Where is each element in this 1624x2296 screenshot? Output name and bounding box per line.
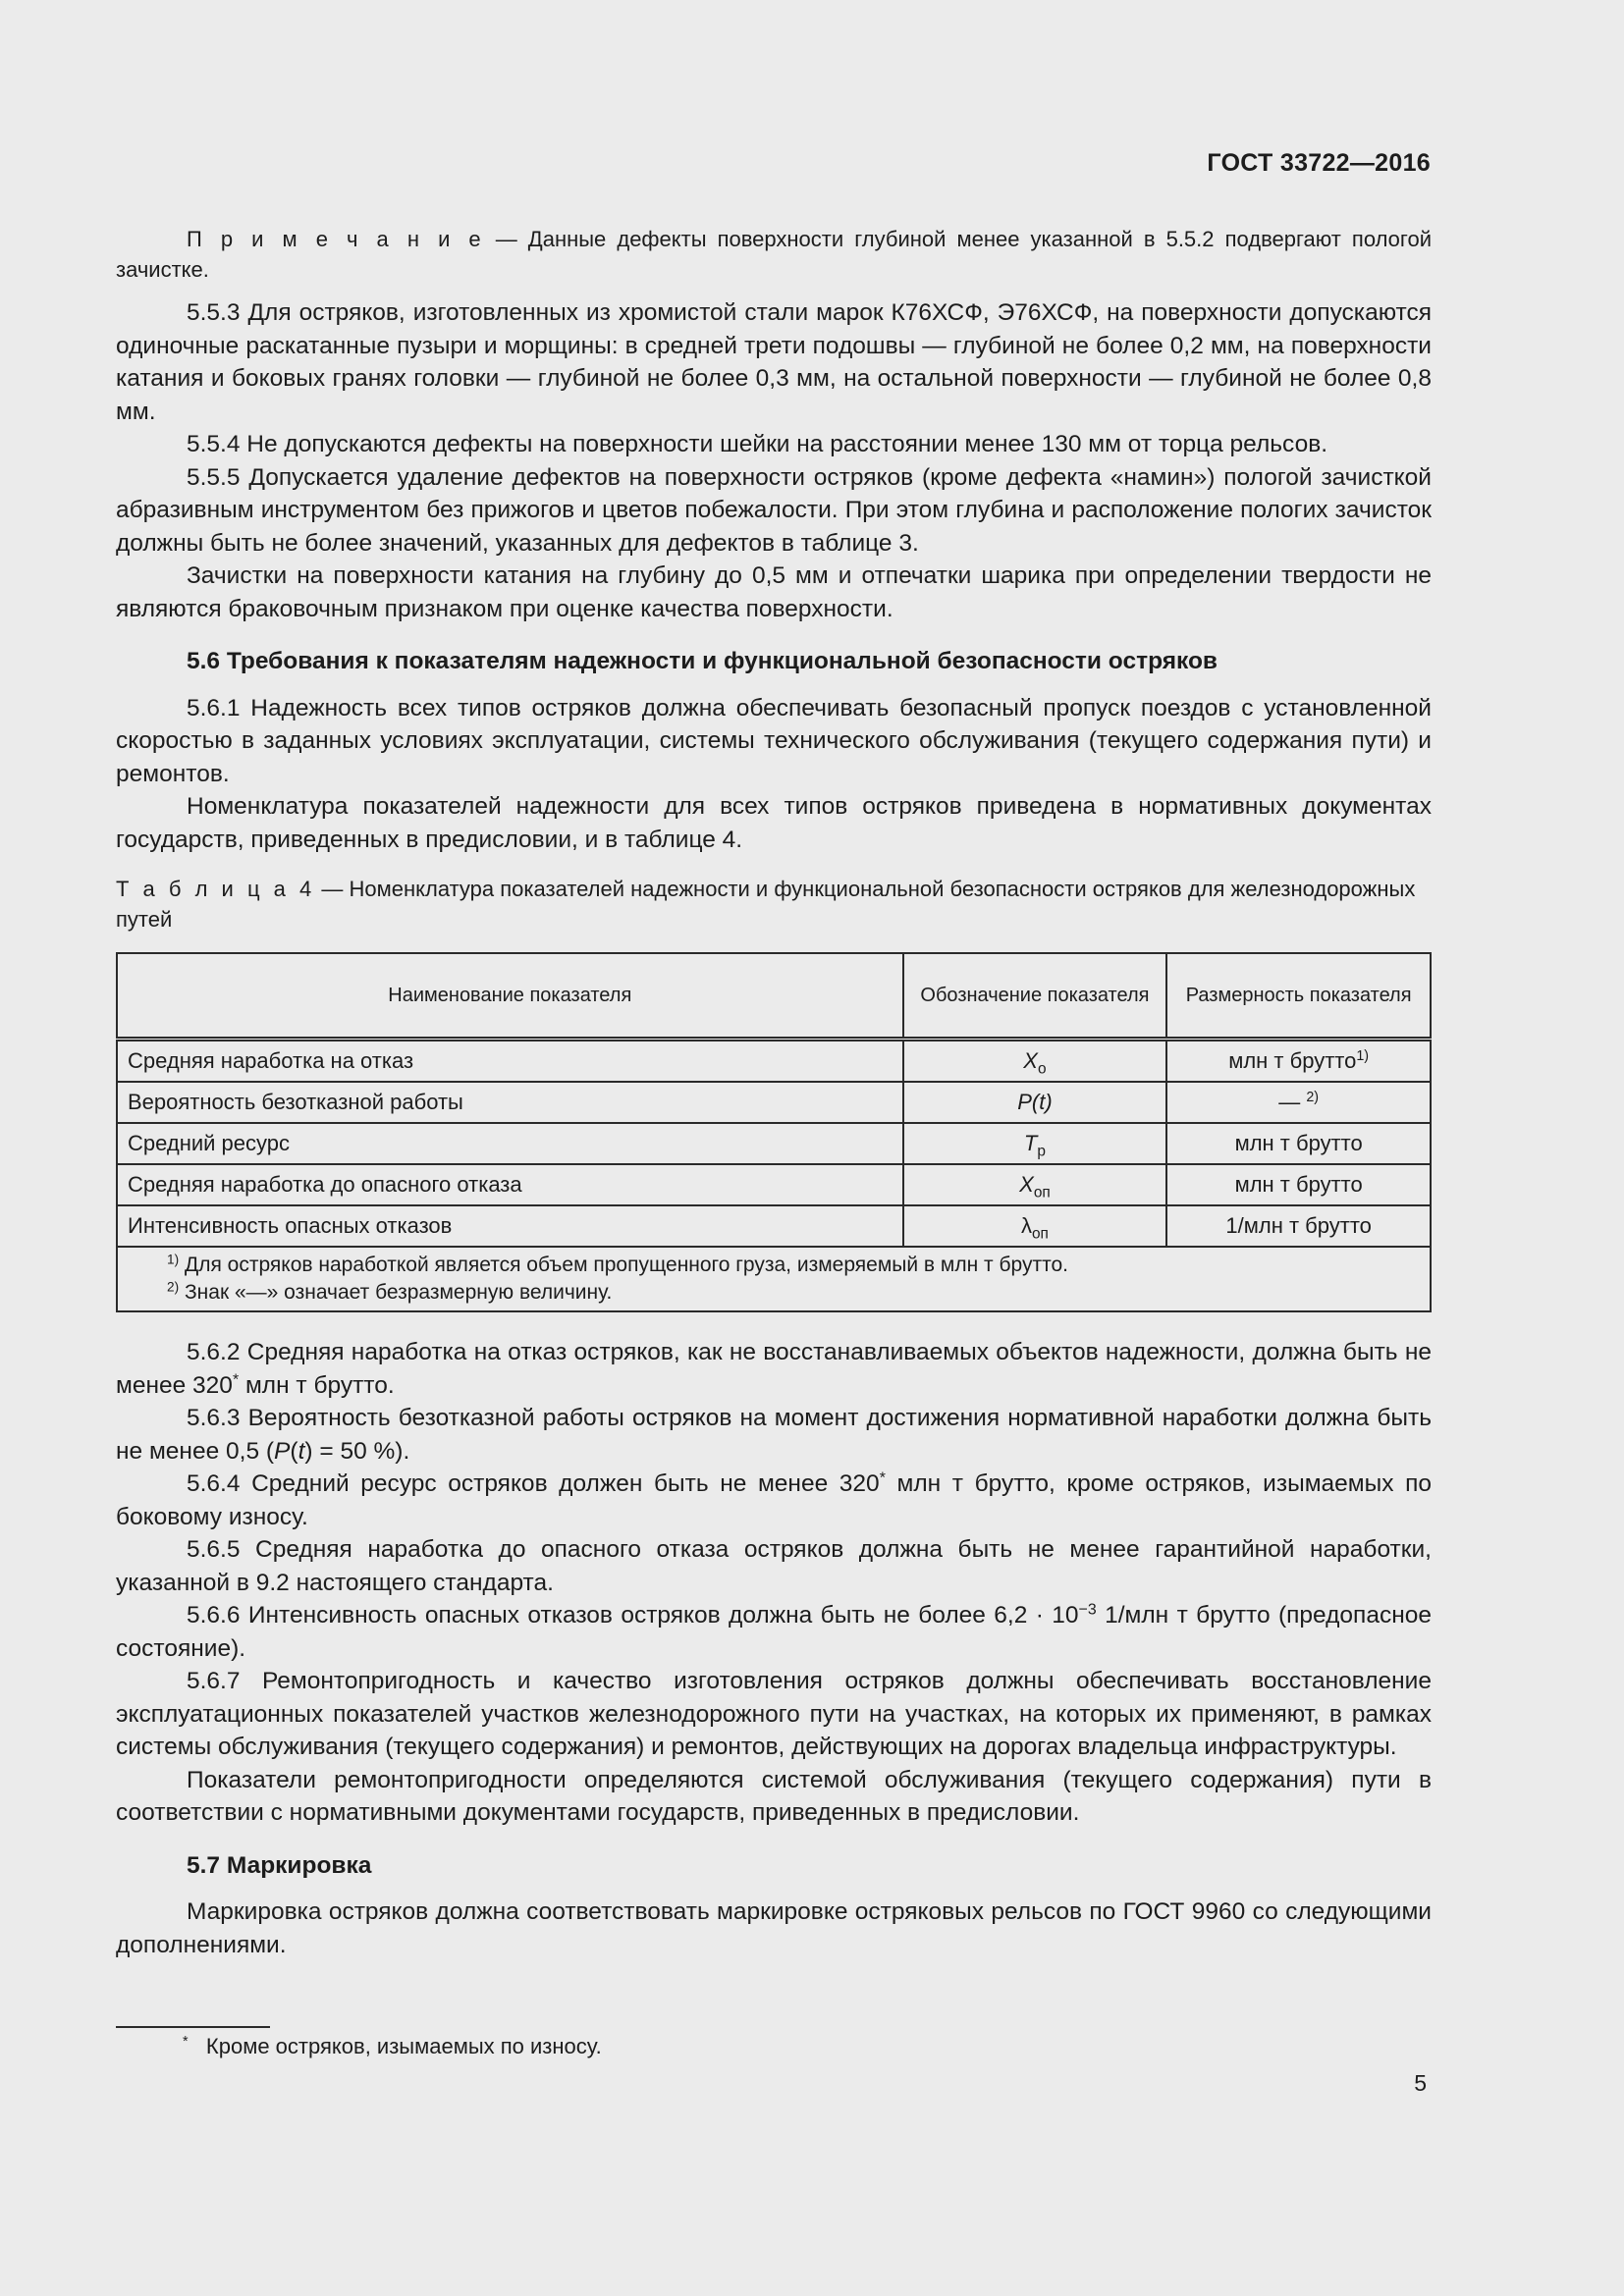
table-cell-unit: — $^{2)}$ bbox=[1166, 1082, 1431, 1123]
table-cell-name: Средняя наработка до опасного отказа bbox=[117, 1164, 903, 1205]
paragraph-5-5-3: 5.5.3 Для остряков, изготовленных из хромистой стали марок К76ХСФ, Э76ХСФ, на поверхности допускаются одиночные раскатанные пузыри и морщины: в средней трети подошвы — глубиной не более 0,2 мм, на поверхности катания и боковых гранях головки — глубиной не более 0,3 мм, на остальной поверхности — глубиной не более 0,8 мм. bbox=[116, 299, 1432, 425]
table-cell-symbol: $T_р$ bbox=[903, 1123, 1167, 1164]
table-header-name: Наименование показателя bbox=[117, 953, 903, 1040]
footnote-divider bbox=[116, 2026, 270, 2028]
table-cell-unit: млн т брутто$^{1)}$ bbox=[1166, 1040, 1431, 1083]
table-cell-name: Средний ресурс bbox=[117, 1123, 903, 1164]
paragraph-5-6-4: 5.6.4 Средний ресурс остряков должен быть не менее 320* млн т брутто, кроме остряков, изымаемых по боковому износу. bbox=[116, 1469, 1432, 1530]
paragraph-5-6-5: 5.6.5 Средняя наработка до опасного отказа остряков должна быть не менее гарантийной наработки, указанной в 9.2 настоящего стандарта. bbox=[116, 1536, 1432, 1596]
document-header: ГОСТ 33722—2016 bbox=[1207, 149, 1431, 177]
paragraph-5-6-3: 5.6.3 Вероятность безотказной работы остряков на момент достижения нормативной наработки должна быть не менее 0,5 (P(t) = 50 %). bbox=[116, 1405, 1432, 1465]
paragraph-5-6-6: 5.6.6 Интенсивность опасных отказов остряков должна быть не более $6,2 \cdot 10^{-3}$ 1/млн т брутто (предопасное состояние). bbox=[116, 1601, 1432, 1662]
paragraph-maintainability: Показатели ремонтопригодности определяются системой обслуживания (текущего содержания) пути в соответствии с нормативными документами государств, приведенных в предисловии. bbox=[116, 1766, 1432, 1826]
table-header-row bbox=[117, 953, 1431, 1040]
footnote-text: Кроме остряков, изымаемых по износу. bbox=[205, 2034, 602, 2058]
paragraph-5-5-5: 5.5.5 Допускается удаление дефектов на поверхности остряков (кроме дефекта «намин») пологой зачисткой абразивным инструментом без прижогов и цветов побежалости. При этом глубина и расположение пологих зачисток должны быть не более значений, указанных для дефектов в таблице 3. bbox=[116, 463, 1432, 557]
table-cell-symbol: $X_о$ bbox=[903, 1040, 1167, 1083]
table-header-unit: Размерность показателя bbox=[1166, 953, 1431, 1040]
section-5-7-title: 5.7 Маркировка bbox=[187, 1851, 372, 1879]
page-number: 5 bbox=[1414, 2070, 1427, 2096]
table-note-2: $^{2)}$ Знак «—» означает безразмерную величину. bbox=[167, 1279, 613, 1304]
paragraph-nomenclature: Номенклатура показателей надежности для всех типов остряков приведена в нормативных документах государств, приведенных в предисловии, и в таблице 4. bbox=[116, 793, 1432, 853]
table-header-symbol: Обозначение показателя bbox=[903, 953, 1167, 1040]
table-4-caption bbox=[116, 874, 1432, 934]
footnote-mark: * bbox=[183, 2034, 189, 2051]
paragraph-5-7: Маркировка остряков должна соответствовать маркировке остряковых рельсов по ГОСТ 9960 со следующими дополнениями. bbox=[116, 1898, 1432, 1958]
table-cell-symbol: $X_{оп}$ bbox=[903, 1164, 1167, 1205]
table-cell-symbol: $\lambda_{оп}$ bbox=[903, 1205, 1167, 1247]
paragraph-5-6-2: 5.6.2 Средняя наработка на отказ остряков, как не восстанавливаемых объектов надежности, должна быть не менее 320* млн т брутто. bbox=[116, 1339, 1432, 1399]
paragraph-cleaning: Зачистки на поверхности катания на глубину до 0,5 мм и отпечатки шарика при определении твердости не являются браковочным признаком при оценке качества поверхности. bbox=[116, 562, 1432, 622]
table-row bbox=[117, 1164, 1431, 1205]
table-row bbox=[117, 1082, 1431, 1123]
table-cell-unit: 1/млн т брутто bbox=[1166, 1205, 1431, 1247]
paragraph-5-6-7: 5.6.7 Ремонтопригодность и качество изготовления остряков должны обеспечивать восстановление эксплуатационных показателей участков железнодорожного пути на участках, на которых их применяют, в рамках системы обслуживания (текущего содержания) и ремонтов, действующих на дорогах владельца инфраструктуры. bbox=[116, 1668, 1432, 1760]
table-row bbox=[117, 1205, 1431, 1247]
table-4 bbox=[116, 952, 1432, 1312]
table-cell-symbol: P(t) bbox=[903, 1082, 1167, 1123]
paragraph-5-6-1: 5.6.1 Надежность всех типов остряков должна обеспечивать безопасный пропуск поездов с установленной скоростью в заданных условиях эксплуатации, системы технического обслуживания (текущего содержания пути) и ремонтов. bbox=[116, 694, 1432, 787]
table-cell-name: Интенсивность опасных отказов bbox=[117, 1205, 903, 1247]
table-notes bbox=[117, 1247, 1431, 1311]
paragraph-5-5-4: 5.5.4 Не допускаются дефекты на поверхности шейки на расстоянии менее 130 мм от торца рельсов. bbox=[187, 431, 1328, 457]
table-cell-unit: млн т брутто bbox=[1166, 1164, 1431, 1205]
table-cell-name: Вероятность безотказной работы bbox=[117, 1082, 903, 1123]
table-4-caption-label: Т а б л и ц а 4 bbox=[116, 877, 316, 901]
page-content bbox=[116, 224, 1432, 1961]
table-4-caption-text: — Номенклатура показателей надежности и функциональной безопасности остряков для железнодорожных путей bbox=[116, 877, 1416, 932]
note-label: П р и м е ч а н и е bbox=[187, 227, 485, 251]
table-note-1: $^{1)}$ Для остряков наработкой является объем пропущенного груза, измеряемый в млн т брутто. bbox=[167, 1252, 1068, 1276]
note-paragraph bbox=[116, 224, 1432, 285]
table-notes-row bbox=[117, 1247, 1431, 1311]
table-row bbox=[117, 1123, 1431, 1164]
section-5-6-title: 5.6 Требования к показателям надежности и функциональной безопасности остряков bbox=[187, 648, 1218, 674]
table-cell-name: Средняя наработка на отказ bbox=[117, 1040, 903, 1083]
footnote bbox=[183, 2032, 602, 2061]
table-cell-unit: млн т брутто bbox=[1166, 1123, 1431, 1164]
table-row bbox=[117, 1040, 1431, 1083]
note-text: — Данные дефекты поверхности глубиной менее указанной в 5.5.2 подвергают пологой зачистке. bbox=[116, 227, 1432, 282]
